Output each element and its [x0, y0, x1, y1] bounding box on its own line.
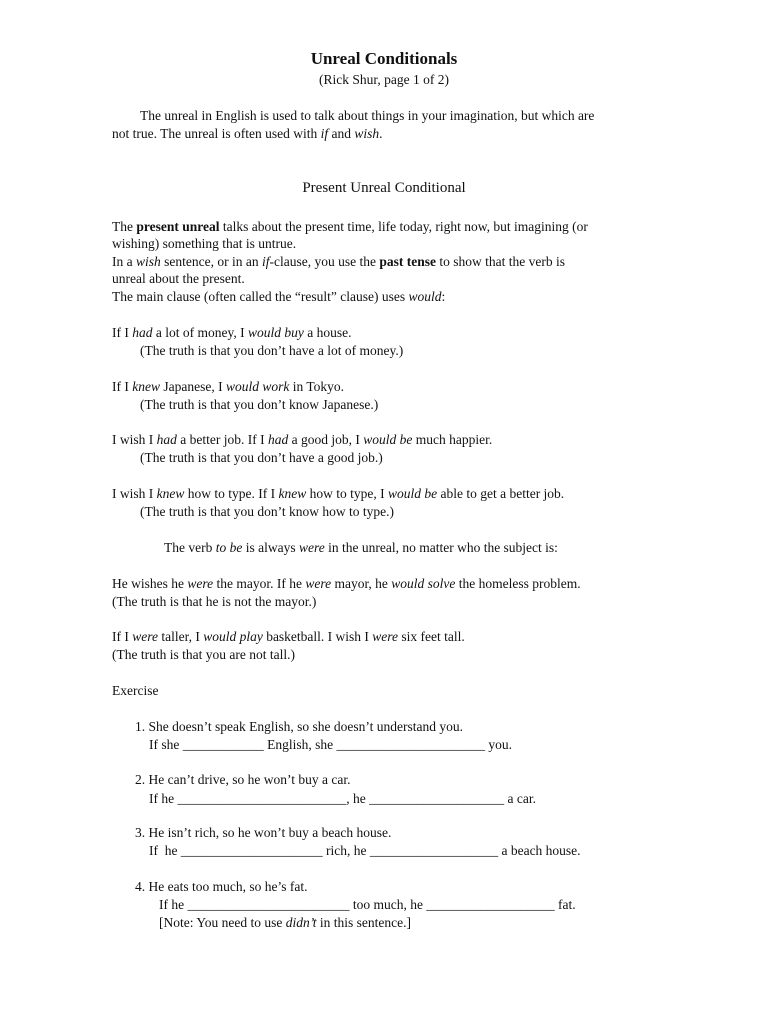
- section-title: Present Unreal Conditional: [302, 180, 466, 196]
- exercise-note: [Note: You need to use didn’t in this sentence.]: [159, 915, 411, 930]
- example-sentence: If I had a lot of money, I would buy a house.: [112, 325, 352, 340]
- example-note: (The truth is that you don’t know how to type.): [140, 504, 394, 519]
- exercise-question: 1. She doesn’t speak English, so she doesn’t understand you.: [135, 719, 463, 734]
- page-subtitle: (Rick Shur, page 1 of 2): [319, 72, 449, 87]
- exercise-answer-line[interactable]: If he ________________________ too much, he ___________________ fat.: [159, 897, 576, 912]
- example-sentence: If I knew Japanese, I would work in Tokyo.: [112, 379, 345, 394]
- page-title: Unreal Conditionals: [310, 49, 458, 68]
- para-line-1: The present unreal talks about the present time, life today, right now, but imagining (or: [112, 219, 588, 234]
- exercise-question: 3. He isn’t rich, so he won’t buy a beach house.: [135, 825, 392, 840]
- example-note: (The truth is that you don’t know Japanese.): [140, 397, 379, 412]
- were-example-sentence: If I were taller, I would play basketball. I wish I were six feet tall.: [112, 629, 465, 644]
- exercise-answer-line[interactable]: If he _________________________, he ____________________ a car.: [149, 791, 536, 806]
- intro-line-1: The unreal in English is used to talk about things in your imagination, but which are: [140, 108, 595, 123]
- exercise-question: 2. He can’t drive, so he won’t buy a car.: [135, 772, 351, 787]
- para-line-4: unreal about the present.: [112, 271, 245, 286]
- exercise-heading: Exercise: [112, 683, 159, 698]
- para-line-5: The main clause (often called the “result” clause) uses would:: [112, 289, 446, 304]
- example-sentence: I wish I had a better job. If I had a good job, I would be much happier.: [112, 432, 493, 447]
- were-example-sentence: He wishes he were the mayor. If he were mayor, he would solve the homeless problem.: [112, 576, 581, 591]
- para-line-2: wishing) something that is untrue.: [112, 236, 297, 251]
- exercise-answer-line[interactable]: If she ____________ English, she ______________________ you.: [149, 737, 512, 752]
- were-example-note: (The truth is that he is not the mayor.): [112, 594, 317, 609]
- example-note: (The truth is that you don’t have a lot of money.): [140, 343, 404, 358]
- to-be-rule: The verb to be is always were in the unreal, no matter who the subject is:: [164, 540, 558, 555]
- example-note: (The truth is that you don’t have a good job.): [140, 450, 383, 465]
- intro-line-2: not true. The unreal is often used with if and wish.: [112, 126, 383, 141]
- example-sentence: I wish I knew how to type. If I knew how to type, I would be able to get a better job.: [112, 486, 565, 501]
- exercise-question: 4. He eats too much, so he’s fat.: [135, 879, 308, 894]
- were-example-note: (The truth is that you are not tall.): [112, 647, 295, 662]
- exercise-answer-line[interactable]: If he _____________________ rich, he ___________________ a beach house.: [149, 843, 581, 858]
- para-line-3: In a wish sentence, or in an if-clause, you use the past tense to show that the verb is: [112, 254, 565, 269]
